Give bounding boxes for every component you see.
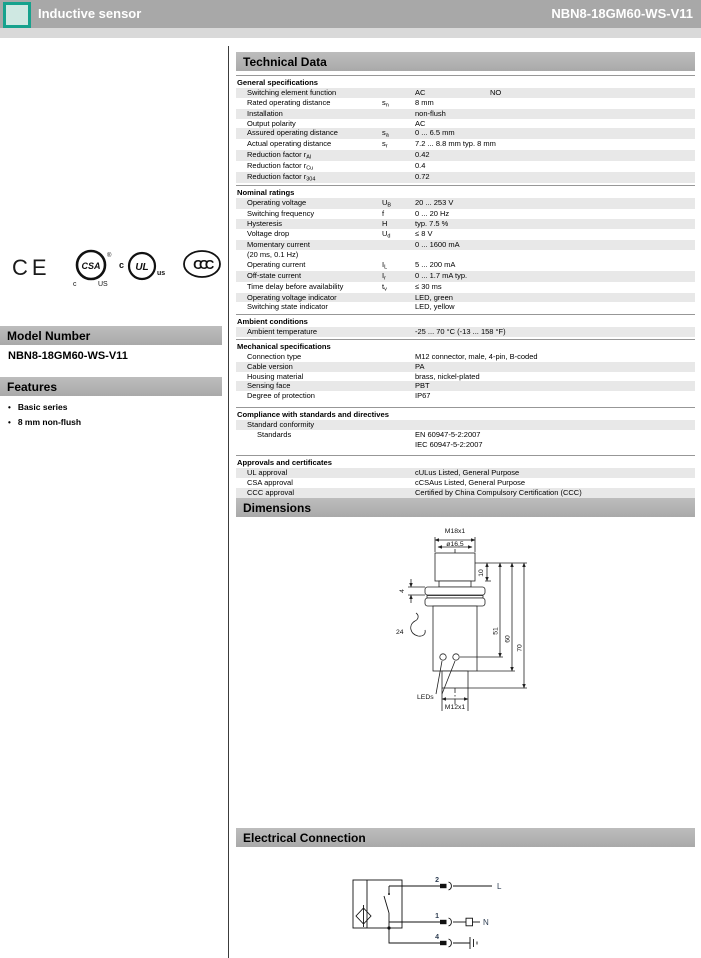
spec-row [236,88,695,98]
spec-label: Standards [257,429,292,439]
spec-value: M12 connector, male, 4-pin, B-coded [415,351,538,361]
spec-symbol [382,161,415,172]
spec-row [236,302,695,312]
ce-mark-icon [12,248,54,288]
spec-value: brass, nickel-plated [415,371,480,381]
connector-pin [440,941,447,945]
spec-symbol: $s_a$ [382,128,389,139]
spec-label: Ambient temperature [247,327,318,337]
spec-symbol [382,420,415,430]
spec-row [236,362,695,372]
features-section-header: Features [0,377,222,396]
spec-group-header: Nominal ratings [236,185,695,198]
dim-4: 4 [399,589,406,593]
spec-label: Switching state indicator [247,302,328,312]
right-column [236,52,695,958]
spec-value: ≤ 8 V [415,228,433,238]
spec-value: ≤ 30 ms [415,281,442,291]
dim-70: 70 [516,644,524,652]
bullet-icon: • [8,418,11,427]
spec-symbol: H [382,219,388,229]
csa-c-label: c [73,281,77,288]
ul-c-label: c [119,260,125,270]
switch-symbol [384,886,389,928]
spec-value: 0 ... 1600 mA [415,239,460,249]
electrical-connection-section-header: Electrical Connection [236,828,695,847]
spec-symbol [382,362,415,372]
spec-row [236,468,695,478]
pin-number-1: 1 [435,913,439,920]
spec-label: Time delay before availability [247,281,344,291]
spec-row [236,250,695,260]
spec-row [236,391,695,401]
ul-label: UL [135,262,149,273]
spec-label: Sensing face [247,381,291,391]
spec-label: Actual operating distance [247,139,332,149]
spec-label: UL approval [247,468,288,478]
spec-value: AC [415,118,426,128]
spec-label: Operating voltage indicator [247,292,337,302]
ccc-label: CCC [193,257,211,272]
spec-value: AC NO [415,88,502,97]
bullet-icon: • [8,403,11,412]
wire-label-l: L [497,882,502,891]
spec-label: CSA approval [247,478,293,488]
spec-group-header: General specifications [236,75,695,88]
spec-symbol: $I_L$ [382,259,388,271]
spec-symbol [382,150,415,161]
spec-label: Hysteresis [247,219,283,229]
spec-label: Degree of protection [247,391,315,401]
ce-mark-label: CE [12,255,51,280]
spec-group-header: Mechanical specifications [236,339,695,352]
spec-symbol: $I_r$ [382,270,386,282]
spec-value: non-flush [415,108,446,118]
connector-pin [440,920,447,924]
dimensions-section-header: Dimensions [236,498,695,517]
spec-value: typ. 7.5 % [415,219,449,229]
spec-value: -25 ... 70 °C (-13 ... 158 °F) [415,327,506,337]
feature-item: • Basic series [8,400,218,415]
spec-row [236,327,695,337]
spec-value: 8 mm [415,97,434,107]
page-title: Inductive sensor [38,6,142,21]
dimension-drawing [390,503,530,718]
sensing-face [435,553,475,581]
dim-60: 60 [504,635,512,643]
spec-value: EN 60947-5-2:2007 IEC 60947-5-2:2007 [415,429,483,449]
column-divider [228,46,229,958]
hex-nut [425,598,485,606]
spec-label: Housing material [247,371,304,381]
csa-label: CSA [81,261,101,271]
spec-label: Momentary current [247,239,310,249]
dim-51: 51 [492,627,500,635]
spec-value: IP67 [415,391,431,401]
spec-label: Cable version [247,361,293,371]
spec-label: (20 ms, 0.1 Hz) [247,249,299,259]
spec-symbol [382,109,415,119]
spec-value: 0.72 [415,172,430,182]
ground-symbol [470,937,477,949]
pin-number-2: 2 [435,877,439,884]
feature-item: • 8 mm non-flush [8,415,218,430]
technical-data-table [236,73,695,498]
spec-row [236,209,695,219]
hex-nut [425,587,485,595]
spec-value: cCSAus Listed, General Purpose [415,478,526,488]
pin-number-4: 4 [435,934,439,941]
spec-symbol [382,391,415,401]
spec-row [236,109,695,119]
spec-value: 0 ... 6.5 mm [415,128,455,138]
wire-label-n: N [483,918,489,927]
certification-logos [0,248,228,292]
ul-us-label: us [157,270,166,277]
spec-value: PA [415,361,425,371]
spec-group-header: Ambient conditions [236,314,695,327]
spec-row [236,150,695,161]
spec-symbol: $s_r$ [382,139,388,150]
spec-row [236,478,695,488]
features-list [8,400,218,430]
inductive-sensor-symbol [356,905,371,927]
spec-row [236,381,695,391]
ccc-mark-icon [180,248,224,284]
connector-socket [449,882,452,890]
spec-value: PBT [415,381,430,391]
spec-symbol [382,430,415,450]
connector-body [442,671,468,688]
spec-label: Installation [247,108,283,118]
dim-thread-bottom: M12x1 [444,704,466,711]
spec-row [236,260,695,271]
model-number-value: NBN8-18GM60-WS-V11 [8,350,128,362]
spec-label: Rated operating distance [247,97,331,107]
spec-value: 0 ... 1.7 mA typ. [415,270,468,280]
spec-row [236,219,695,229]
spec-group-header: Approvals and certificates [236,455,695,468]
spec-value: LED, yellow [415,302,455,312]
spec-value: cULus Listed, General Purpose [415,468,520,478]
spec-symbol [382,372,415,382]
spec-label: Assured operating distance [247,128,338,138]
spec-row [236,172,695,183]
wrench-icon [411,613,425,636]
dim-diameter: ø16,5 [446,541,464,548]
spec-row [236,161,695,172]
spec-label: Off-state current [247,270,302,280]
spec-value: LED, green [415,292,453,302]
load-symbol [466,918,473,926]
spec-row [236,420,695,430]
left-column [0,0,228,958]
spec-value: 5 ... 200 mA [415,259,456,269]
spec-group-header: Compliance with standards and directives [236,407,695,420]
spec-row [236,98,695,109]
spec-symbol [382,327,415,337]
spec-symbol [382,352,415,362]
spec-row [236,293,695,303]
leds-label: LEDs [417,694,434,701]
dim-thread-top: M18x1 [444,528,466,535]
model-number-section-header: Model Number [0,326,222,345]
spec-row [236,282,695,293]
wrench-size: 24 [396,629,404,636]
spec-symbol: f [382,209,385,219]
ul-mark-icon [118,248,170,290]
spec-label: Standard conformity [247,419,315,429]
spec-symbol: $s_n$ [382,97,389,109]
spec-row [236,119,695,129]
spec-row [236,139,695,150]
spec-value: Certified by China Compulsory Certification (CCC) [415,487,582,497]
csa-us-label: US [98,281,108,288]
dim-10: 10 [478,569,485,577]
spec-value: 0.42 [415,150,430,160]
spec-label: Reduction factor $r_{Al}$ [247,150,312,161]
spec-symbol [382,240,415,250]
spec-label: CCC approval [247,487,295,497]
spec-symbol [382,119,415,129]
spec-symbol [382,468,415,478]
csa-mark-icon [70,248,116,290]
spec-label: Output polarity [247,118,296,128]
spec-label: Operating voltage [247,198,307,208]
spec-symbol [382,488,415,498]
spec-symbol: $U_B$ [382,198,392,209]
spec-label: Reduction factor $r_{Cu}$ [247,161,314,172]
spec-value [415,420,695,430]
spec-symbol [382,381,415,391]
spec-symbol: $U_d$ [382,228,391,240]
csa-reg-symbol: ® [107,253,112,259]
spec-label: Voltage drop [247,228,290,238]
spec-symbol [382,172,415,183]
spec-row [236,229,695,240]
spec-row [236,352,695,362]
spec-label: Operating current [247,259,306,269]
spec-symbol: $t_v$ [382,281,387,293]
header-model-number: NBN8-18GM60-WS-V11 [551,6,693,21]
spec-label: Connection type [247,351,302,361]
spec-symbol [382,478,415,488]
spec-row [236,271,695,282]
spec-label: Switching frequency [247,209,315,219]
spec-label: Reduction factor $r_{304}$ [247,172,316,183]
spec-value: 7.2 ... 8.8 mm typ. 8 mm [415,139,496,149]
technical-data-section-header: Technical Data [236,52,695,71]
spec-row [236,198,695,209]
spec-value [415,250,695,260]
spec-value: 0 ... 20 Hz [415,209,450,219]
spec-row [236,488,695,498]
wiring-diagram [340,855,540,958]
spec-symbol [382,293,415,303]
spec-symbol [382,302,415,312]
spec-symbol [382,88,415,98]
spec-row [236,240,695,250]
neck [439,581,471,587]
spec-symbol [382,250,415,260]
spec-row [236,430,695,450]
spec-row [236,372,695,382]
spec-row [236,128,695,139]
spec-value: 0.4 [415,161,426,171]
spec-value: 20 ... 253 V [415,198,454,208]
spec-label: Switching element function [247,88,337,97]
connector-pin [440,884,447,888]
